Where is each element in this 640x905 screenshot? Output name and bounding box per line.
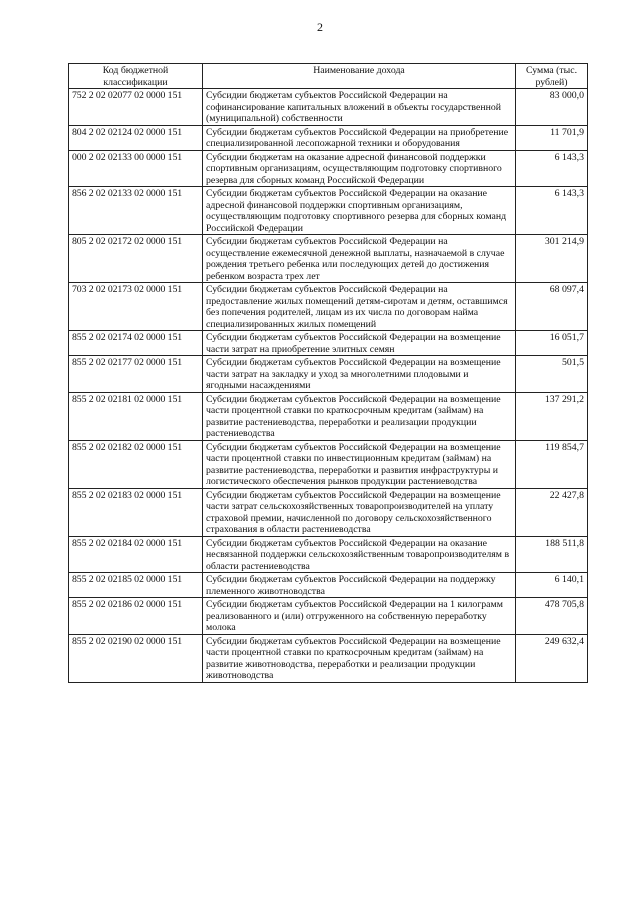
revenue-name: Субсидии бюджетам субъектов Российской Федерации на софинансирование капитальных вложений в объекты государственной (муниципальной) собственности	[203, 89, 516, 126]
table-row	[69, 356, 588, 393]
amount: 22 427,8	[516, 488, 588, 536]
amount: 16 051,7	[516, 331, 588, 356]
table-row	[69, 440, 588, 488]
header-name: Наименование дохода	[203, 64, 516, 89]
revenue-name: Субсидии бюджетам субъектов Российской Федерации на оказание несвязанной поддержки сельскохозяйственным товаропроизводителям в области растениеводства	[203, 536, 516, 573]
budget-code: 855 2 02 02182 02 0000 151	[69, 440, 203, 488]
table-row	[69, 235, 588, 283]
table-row	[69, 536, 588, 573]
budget-code: 855 2 02 02190 02 0000 151	[69, 634, 203, 682]
revenue-name: Субсидии бюджетам субъектов Российской Федерации на оказание адресной финансовой поддержки спортивным организациям, осуществляющим подготовку спортивного резерва для сборных команд Российской Федерации	[203, 187, 516, 235]
budget-code: 855 2 02 02177 02 0000 151	[69, 356, 203, 393]
amount: 137 291,2	[516, 392, 588, 440]
budget-code: 805 2 02 02172 02 0000 151	[69, 235, 203, 283]
revenue-name: Субсидии бюджетам субъектов Российской Федерации на возмещение части затрат сельскохозяйственных товаропроизводителей на уплату страховой премии, начисленной по договору сельскохозяйственного страхования в области растениеводства	[203, 488, 516, 536]
budget-code: 752 2 02 02077 02 0000 151	[69, 89, 203, 126]
revenue-name: Субсидии бюджетам субъектов Российской Федерации на поддержку племенного животноводства	[203, 573, 516, 598]
revenue-name: Субсидии бюджетам субъектов Российской Федерации на предоставление жилых помещений детям-сиротам и детям, оставшимся без попечения родителей, лицам из их числа по договорам найма специализированных жилых помещений	[203, 283, 516, 331]
budget-code: 856 2 02 02133 02 0000 151	[69, 187, 203, 235]
table-row	[69, 331, 588, 356]
budget-code: 855 2 02 02184 02 0000 151	[69, 536, 203, 573]
amount: 249 632,4	[516, 634, 588, 682]
amount: 6 140,1	[516, 573, 588, 598]
amount: 68 097,4	[516, 283, 588, 331]
revenue-name: Субсидии бюджетам субъектов Российской Федерации на осуществление ежемесячной денежной выплаты, назначаемой в случае рождения третьего ребенка или последующих детей до достижения ребенком возраста трех лет	[203, 235, 516, 283]
table-row	[69, 598, 588, 635]
amount: 6 143,3	[516, 187, 588, 235]
amount: 11 701,9	[516, 125, 588, 150]
budget-code: 000 2 02 02133 00 0000 151	[69, 150, 203, 187]
header-sum: Сумма (тыс. рублей)	[516, 64, 588, 89]
budget-code: 703 2 02 02173 02 0000 151	[69, 283, 203, 331]
table-row	[69, 150, 588, 187]
table-row	[69, 634, 588, 682]
budget-code: 804 2 02 02124 02 0000 151	[69, 125, 203, 150]
amount: 119 854,7	[516, 440, 588, 488]
table-row	[69, 187, 588, 235]
budget-code: 855 2 02 02174 02 0000 151	[69, 331, 203, 356]
revenue-name: Субсидии бюджетам субъектов Российской Федерации на возмещение части процентной ставки по краткосрочным кредитам (займам) на развитие животноводства, переработки и реализации продукции животноводства	[203, 634, 516, 682]
revenue-name: Субсидии бюджетам субъектов Российской Федерации на 1 килограмм реализованного и (или) отгруженного на собственную переработку молока	[203, 598, 516, 635]
amount: 6 143,3	[516, 150, 588, 187]
revenue-name: Субсидии бюджетам субъектов Российской Федерации на возмещение части затрат на закладку и уход за многолетними плодовыми и ягодными насаждениями	[203, 356, 516, 393]
table-row	[69, 488, 588, 536]
table-header-row	[69, 64, 588, 89]
amount: 501,5	[516, 356, 588, 393]
budget-code: 855 2 02 02183 02 0000 151	[69, 488, 203, 536]
budget-code: 855 2 02 02181 02 0000 151	[69, 392, 203, 440]
amount: 188 511,8	[516, 536, 588, 573]
table-row	[69, 392, 588, 440]
revenue-name: Субсидии бюджетам субъектов Российской Федерации на возмещение части процентной ставки по краткосрочным кредитам (займам) на развитие растениеводства, переработки и реализации продукции растениеводства	[203, 392, 516, 440]
revenue-table	[68, 63, 588, 683]
table-row	[69, 89, 588, 126]
table-row	[69, 573, 588, 598]
amount: 478 705,8	[516, 598, 588, 635]
revenue-name: Субсидии бюджетам субъектов Российской Федерации на приобретение специализированной лесопожарной техники и оборудования	[203, 125, 516, 150]
table-row	[69, 283, 588, 331]
revenue-name: Субсидии бюджетам субъектов Российской Федерации на возмещение части процентной ставки по инвестиционным кредитам (займам) на развитие растениеводства, переработки и развития инфраструктуры и логистического обеспечения рынков продукции растениеводства	[203, 440, 516, 488]
budget-code: 855 2 02 02185 02 0000 151	[69, 573, 203, 598]
amount: 83 000,0	[516, 89, 588, 126]
header-code: Код бюджетной классификации	[69, 64, 203, 89]
budget-code: 855 2 02 02186 02 0000 151	[69, 598, 203, 635]
amount: 301 214,9	[516, 235, 588, 283]
table-row	[69, 125, 588, 150]
revenue-name: Субсидии бюджетам на оказание адресной финансовой поддержки спортивным организациям, осуществляющим подготовку спортивного резерва для сборных команд Российской Федерации	[203, 150, 516, 187]
revenue-name: Субсидии бюджетам субъектов Российской Федерации на возмещение части затрат на приобретение элитных семян	[203, 331, 516, 356]
page-number: 2	[317, 20, 323, 34]
